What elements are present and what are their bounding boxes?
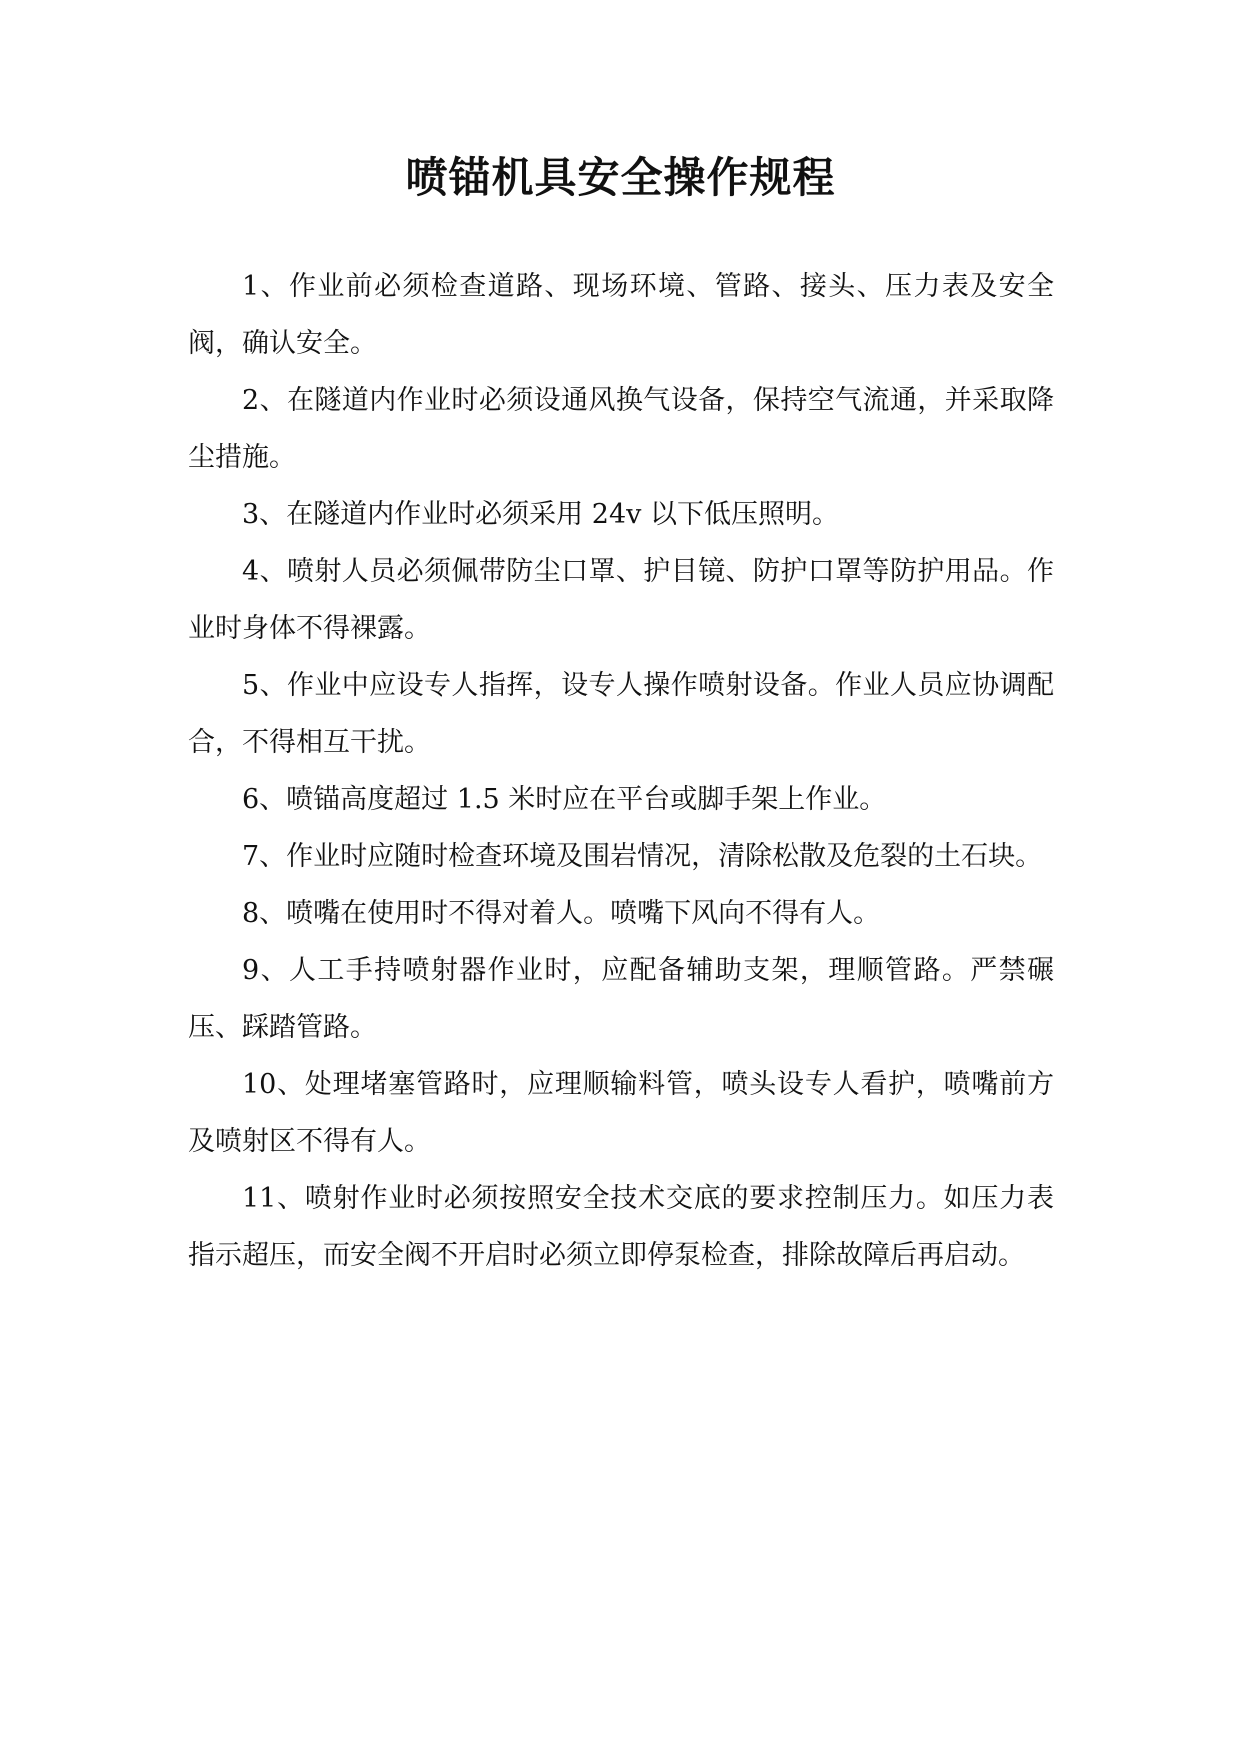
document-title: 喷锚机具安全操作规程 (405, 153, 836, 202)
rule-item-7: 7、作业时应随时检查环境及围岩情况，清除松散及危裂的土石块。 (242, 841, 1043, 872)
rule-item-1: 1、作业前必须检查道路、现场环境、管路、接头、压力表及安全阀，确认安全。 (188, 271, 1054, 359)
rule-item-4: 4、喷射人员必须佩带防尘口罩、护目镜、防护口罩等防护用品。作业时身体不得裸露。 (188, 556, 1054, 644)
rule-item-6: 6、喷锚高度超过 1.5 米时应在平台或脚手架上作业。 (242, 784, 887, 815)
rule-item-9: 9、人工手持喷射器作业时，应配备辅助支架，理顺管路。严禁碾压、踩踏管路。 (188, 955, 1054, 1043)
rule-item-10: 10、处理堵塞管路时，应理顺输料管，喷头设专人看护，喷嘴前方及喷射区不得有人。 (188, 1069, 1054, 1157)
rule-item-2: 2、在隧道内作业时必须设通风换气设备，保持空气流通，并采取降尘措施。 (188, 385, 1054, 473)
rule-item-11: 11、喷射作业时必须按照安全技术交底的要求控制压力。如压力表指示超压，而安全阀不开启时必须立即停泵检查，排除故障后再启动。 (188, 1183, 1054, 1271)
rule-item-8: 8、喷嘴在使用时不得对着人。喷嘴下风向不得有人。 (242, 898, 881, 929)
rule-item-5: 5、作业中应设专人指挥，设专人操作喷射设备。作业人员应协调配合，不得相互干扰。 (188, 670, 1054, 758)
rules-list (188, 258, 1054, 1284)
rule-item-3: 3、在隧道内作业时必须采用 24v 以下低压照明。 (242, 499, 839, 530)
